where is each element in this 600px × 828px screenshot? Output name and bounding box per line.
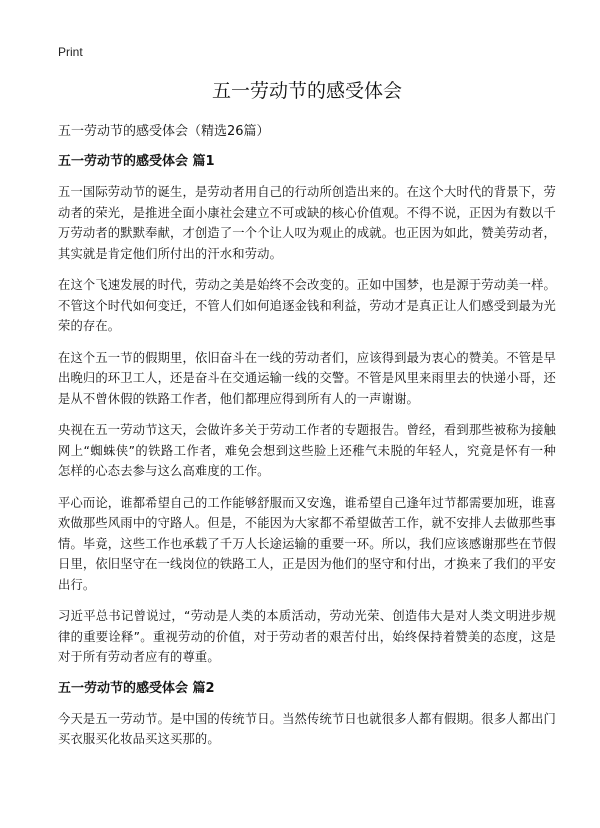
- paragraph: 今天是五一劳动节。是中国的传统节日。当然传统节日也就很多人都有假期。很多人都出门买衣服买化妆品买这买那的。: [58, 711, 556, 746]
- section-2: [58, 679, 556, 750]
- paragraph: 在这个飞速发展的时代，劳动之美是始终不会改变的。正如中国梦，也是源于劳动美一样。不管这个时代如何变迁，不管人们如何追逐金钱和利益，劳动才是真正让人们感受到最为光荣的存在。: [58, 278, 556, 333]
- paragraph: 央视在五一劳动节这天，会做许多关于劳动工作者的专题报告。曾经，看到那些被称为接触网上“蜘蛛侠”的铁路工作者，难免会想到这些脸上还稚气未脱的年轻人，究竟是怀有一种怎样的心态去参与这么高难度的工作。: [58, 423, 556, 478]
- document-title: 五一劳动节的感受体会: [211, 80, 402, 102]
- section-1: [58, 152, 556, 668]
- paragraph: 平心而论，谁都希望自己的工作能够舒服而又安逸，谁希望自己逢年过节都需要加班，谁喜欢做那些风雨中的守路人。但是，不能因为大家都不希望做苦工作，就不安排人去做那些事情。毕竟，这些工作也承载了千万人长途运输的重要一环。所以，我们应该感谢那些在节假日里，依旧坚守在一线岗位的铁路工人，正是因为他们的坚守和付出，才换来了我们的平安出行。: [58, 495, 556, 592]
- section-heading: 五一劳动节的感受体会 篇1: [58, 154, 215, 169]
- print-link[interactable]: Print: [58, 45, 83, 59]
- paragraph: 在这个五一节的假期里，依旧奋斗在一线的劳动者们，应该得到最为衷心的赞美。不管是早出晚归的环卫工人，还是奋斗在交通运输一线的交警。不管是风里来雨里去的快递小哥，还是从不曾休假的铁路工作者，他们都理应得到所有人的一声谢谢。: [58, 350, 556, 406]
- document-subtitle: 五一劳动节的感受体会（精选26篇）: [58, 124, 270, 139]
- section-heading: 五一劳动节的感受体会 篇2: [58, 680, 215, 696]
- paragraph: 五一国际劳动节的诞生，是劳动者用自己的行动所创造出来的。在这个大时代的背景下，劳动者的荣光，是推进全面小康社会建立不可或缺的核心价值观。不得不说，正因为有数以千万劳动者的默默奉献，才创造了一个个让人叹为观止的成就。也正因为如此，赞美劳动者，其实就是肯定他们所付出的汗水和劳动。: [58, 185, 556, 261]
- paragraph: 习近平总书记曾说过，“劳动是人类的本质活动，劳动光荣、创造伟大是对人类文明进步规律的重要诠释”。重视劳动的价值，对于劳动者的艰苦付出，始终保持着赞美的态度，这是对于所有劳动者应有的尊重。: [58, 609, 556, 664]
